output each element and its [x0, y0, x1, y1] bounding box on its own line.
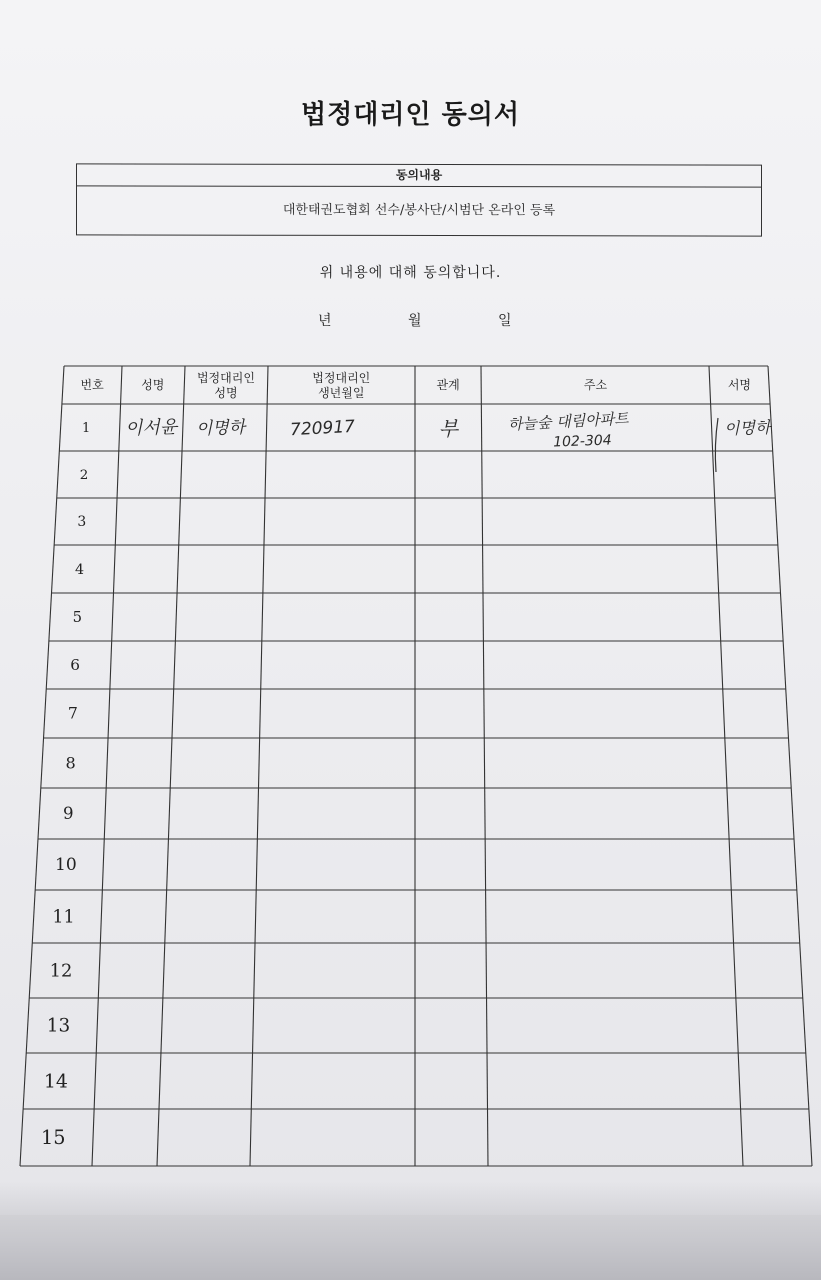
- entry-relation: 부: [438, 416, 458, 441]
- header-relation: 관계: [436, 378, 460, 392]
- row-number: 12: [49, 960, 73, 982]
- row-number: 9: [63, 804, 74, 824]
- table-column-line: [768, 366, 812, 1166]
- header-guardian-birth: 법정대리인 생년월일: [312, 371, 371, 400]
- entry-name: 이서윤: [124, 416, 178, 440]
- entry-guardian-birth: 720917: [289, 416, 356, 441]
- document-title: 법정대리인 동의서: [301, 100, 520, 130]
- header-name: 성명: [141, 378, 165, 392]
- date-month-label: 월: [408, 313, 422, 329]
- entry-guardian-name: 이명하: [195, 417, 246, 440]
- table-column-line: [92, 366, 122, 1166]
- agreement-statement: 위 내용에 대해 동의합니다.: [319, 265, 502, 281]
- table-column-line: [709, 366, 743, 1166]
- header-signature: 서명: [727, 378, 752, 392]
- row-number: 10: [55, 855, 77, 876]
- date-year-label: 년: [318, 313, 332, 329]
- row-number: 6: [70, 656, 81, 675]
- header-address: 주소: [583, 378, 608, 392]
- table-column-line: [250, 366, 268, 1166]
- consent-body: 대한태권도협회 선수/봉사단/시범단 온라인 등록: [282, 202, 556, 219]
- row-number: 7: [67, 703, 78, 723]
- row-number: 15: [41, 1125, 66, 1149]
- table-column-line: [20, 366, 64, 1166]
- row-number: 13: [46, 1015, 71, 1037]
- row-number: 5: [72, 608, 83, 626]
- row-number: 1: [82, 420, 91, 436]
- row-number: 14: [43, 1070, 68, 1093]
- entry-address-line1: 하늘숲 대림아파트: [507, 409, 630, 434]
- row-number: 11: [52, 907, 75, 928]
- row-number: 4: [75, 561, 85, 578]
- header-guardian-name: 법정대리인 성명: [196, 371, 255, 400]
- row-number: 2: [79, 467, 89, 483]
- date-day-label: 일: [498, 313, 512, 329]
- table-column-line: [481, 366, 488, 1166]
- row-number: 3: [77, 514, 87, 531]
- entry-signature: 이명하: [723, 417, 771, 439]
- header-number: 번호: [80, 378, 104, 392]
- entry-address-line2: 102-304: [552, 432, 612, 451]
- table-column-line: [157, 366, 185, 1166]
- consent-header: 동의내용: [77, 164, 761, 187]
- row-number: 8: [65, 753, 76, 773]
- signature-stroke: [715, 418, 718, 472]
